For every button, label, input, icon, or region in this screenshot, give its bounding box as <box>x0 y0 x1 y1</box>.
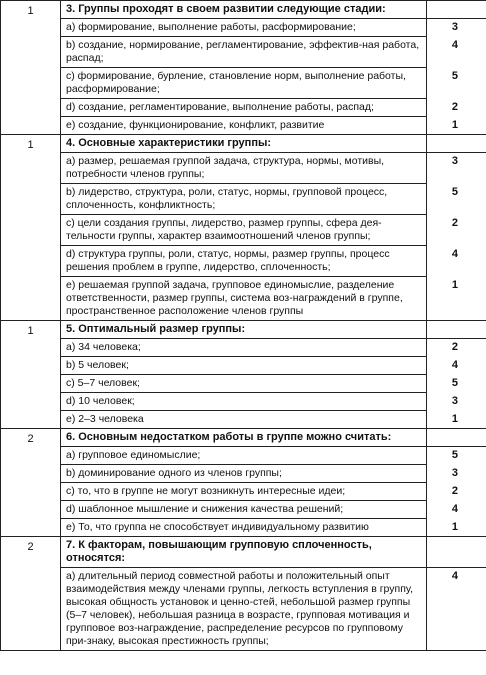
question-row <box>1 429 486 537</box>
answer-score: 1 <box>451 521 458 533</box>
answer-option: c) 5–7 человек; <box>61 375 426 393</box>
answer-option: d) структура группы, роли, статус, нормы, размер группы, процесс решения проблем в группе, лидерство, сплоченность; <box>61 246 426 277</box>
difficulty-level: 1 <box>1 1 61 135</box>
answer-option: e) решаемая группой задача, групповое единомыслие, разделение ответственности, размер группы, система воз-награждений в группе, пространственное расположение членов группы <box>66 279 403 317</box>
answer-option: a) 34 человека; <box>61 339 426 357</box>
answer-option: e) То, что группа не способствует индивидуальному развитию <box>66 521 369 533</box>
answer-score: 3 <box>451 395 458 407</box>
answer-cell <box>427 429 486 537</box>
answer-score: 4 <box>451 248 458 260</box>
question-text: 6. Основным недостатком работы в группе можно считать: <box>61 429 426 447</box>
question-row <box>1 321 486 429</box>
answer-score: 1 <box>451 279 458 291</box>
answer-option: b) доминирование одного из членов группы; <box>61 465 426 483</box>
answer-option: d) шаблонное мышление и снижения качества решений; <box>61 501 426 519</box>
difficulty-level: 1 <box>1 321 61 429</box>
question-text: 4. Основные характеристики группы: <box>61 135 426 153</box>
question-text: 7. К факторам, повышающим групповую сплоченность, относятся: <box>61 537 426 568</box>
question-text: 5. Оптимальный размер группы: <box>61 321 426 339</box>
difficulty-level: 1 <box>1 135 61 321</box>
answer-option: b) лидерство, структура, роли, статус, нормы, групповой процесс, сплоченность, конфликтность; <box>61 184 426 215</box>
answer-header-spacer <box>427 1 486 19</box>
answer-option: a) длительный период совместной работы и положительный опыт взаимодействия между членами группы, легкость вступления в группу, высокая общность установок и ценно-стей, небольшой размер группы (5–7 человек), небольшая разница в возрасте, групповая мотивация и групповое воз-награждение, распределение ресурсов по групповому при-знаку, высокая престижность группы; <box>66 570 414 647</box>
answer-score: 4 <box>451 39 458 51</box>
answer-score: 1 <box>451 119 458 131</box>
question-cell <box>61 1 427 135</box>
answer-option: a) размер, решаемая группой задача, структура, нормы, мотивы, потребности членов группы; <box>61 153 426 184</box>
question-cell <box>61 429 427 537</box>
answer-option: e) создание, функционирование, конфликт, развитие <box>66 119 325 131</box>
answer-score: 2 <box>451 341 458 353</box>
question-row <box>1 135 486 321</box>
question-cell <box>61 321 427 429</box>
answer-cell <box>427 1 486 135</box>
answer-header-spacer <box>427 537 486 568</box>
answer-option: a) формирование, выполнение работы, расформирование; <box>61 19 426 37</box>
answer-option: b) создание, нормирование, регламентирование, эффектив-ная работа, распад; <box>61 37 426 68</box>
answer-score: 4 <box>451 359 458 371</box>
answer-score: 5 <box>451 449 458 461</box>
answer-score: 5 <box>451 186 458 198</box>
answer-score: 1 <box>451 413 458 425</box>
answer-option: c) цели создания группы, лидерство, размер группы, сфера дея-тельности группы, характер взаимоотношений членов группы; <box>61 215 426 246</box>
answer-header-spacer <box>427 321 486 339</box>
answer-cell <box>427 321 486 429</box>
answer-cell <box>427 135 486 321</box>
answer-score: 5 <box>451 70 458 82</box>
answer-score: 5 <box>451 377 458 389</box>
difficulty-level: 2 <box>1 537 61 651</box>
difficulty-level: 2 <box>1 429 61 537</box>
answer-score: 2 <box>451 485 458 497</box>
answer-score: 2 <box>451 101 458 113</box>
answer-score: 3 <box>451 155 458 167</box>
answer-score: 3 <box>451 467 458 479</box>
answer-score: 4 <box>451 503 458 515</box>
question-text: 3. Группы проходят в своем развитии следующие стадии: <box>61 1 426 19</box>
answer-option: d) создание, регламентирование, выполнение работы, распад; <box>61 99 426 117</box>
question-cell <box>61 135 427 321</box>
question-cell <box>61 537 427 651</box>
question-row <box>1 537 486 651</box>
answer-score: 3 <box>451 21 458 33</box>
answer-option: a) групповое единомыслие; <box>61 447 426 465</box>
answer-score: 2 <box>451 217 458 229</box>
answer-option: b) 5 человек; <box>61 357 426 375</box>
answer-option: c) то, что в группе не могут возникнуть интересные идеи; <box>61 483 426 501</box>
answer-option: e) 2–3 человека <box>66 413 144 425</box>
question-row <box>1 1 486 135</box>
answer-header-spacer <box>427 429 486 447</box>
answer-option: d) 10 человек; <box>61 393 426 411</box>
answer-option: c) формирование, бурление, становление норм, выполнение работы, расформирование; <box>61 68 426 99</box>
answer-cell <box>427 537 486 651</box>
answer-header-spacer <box>427 135 486 153</box>
answer-score: 4 <box>451 570 458 582</box>
